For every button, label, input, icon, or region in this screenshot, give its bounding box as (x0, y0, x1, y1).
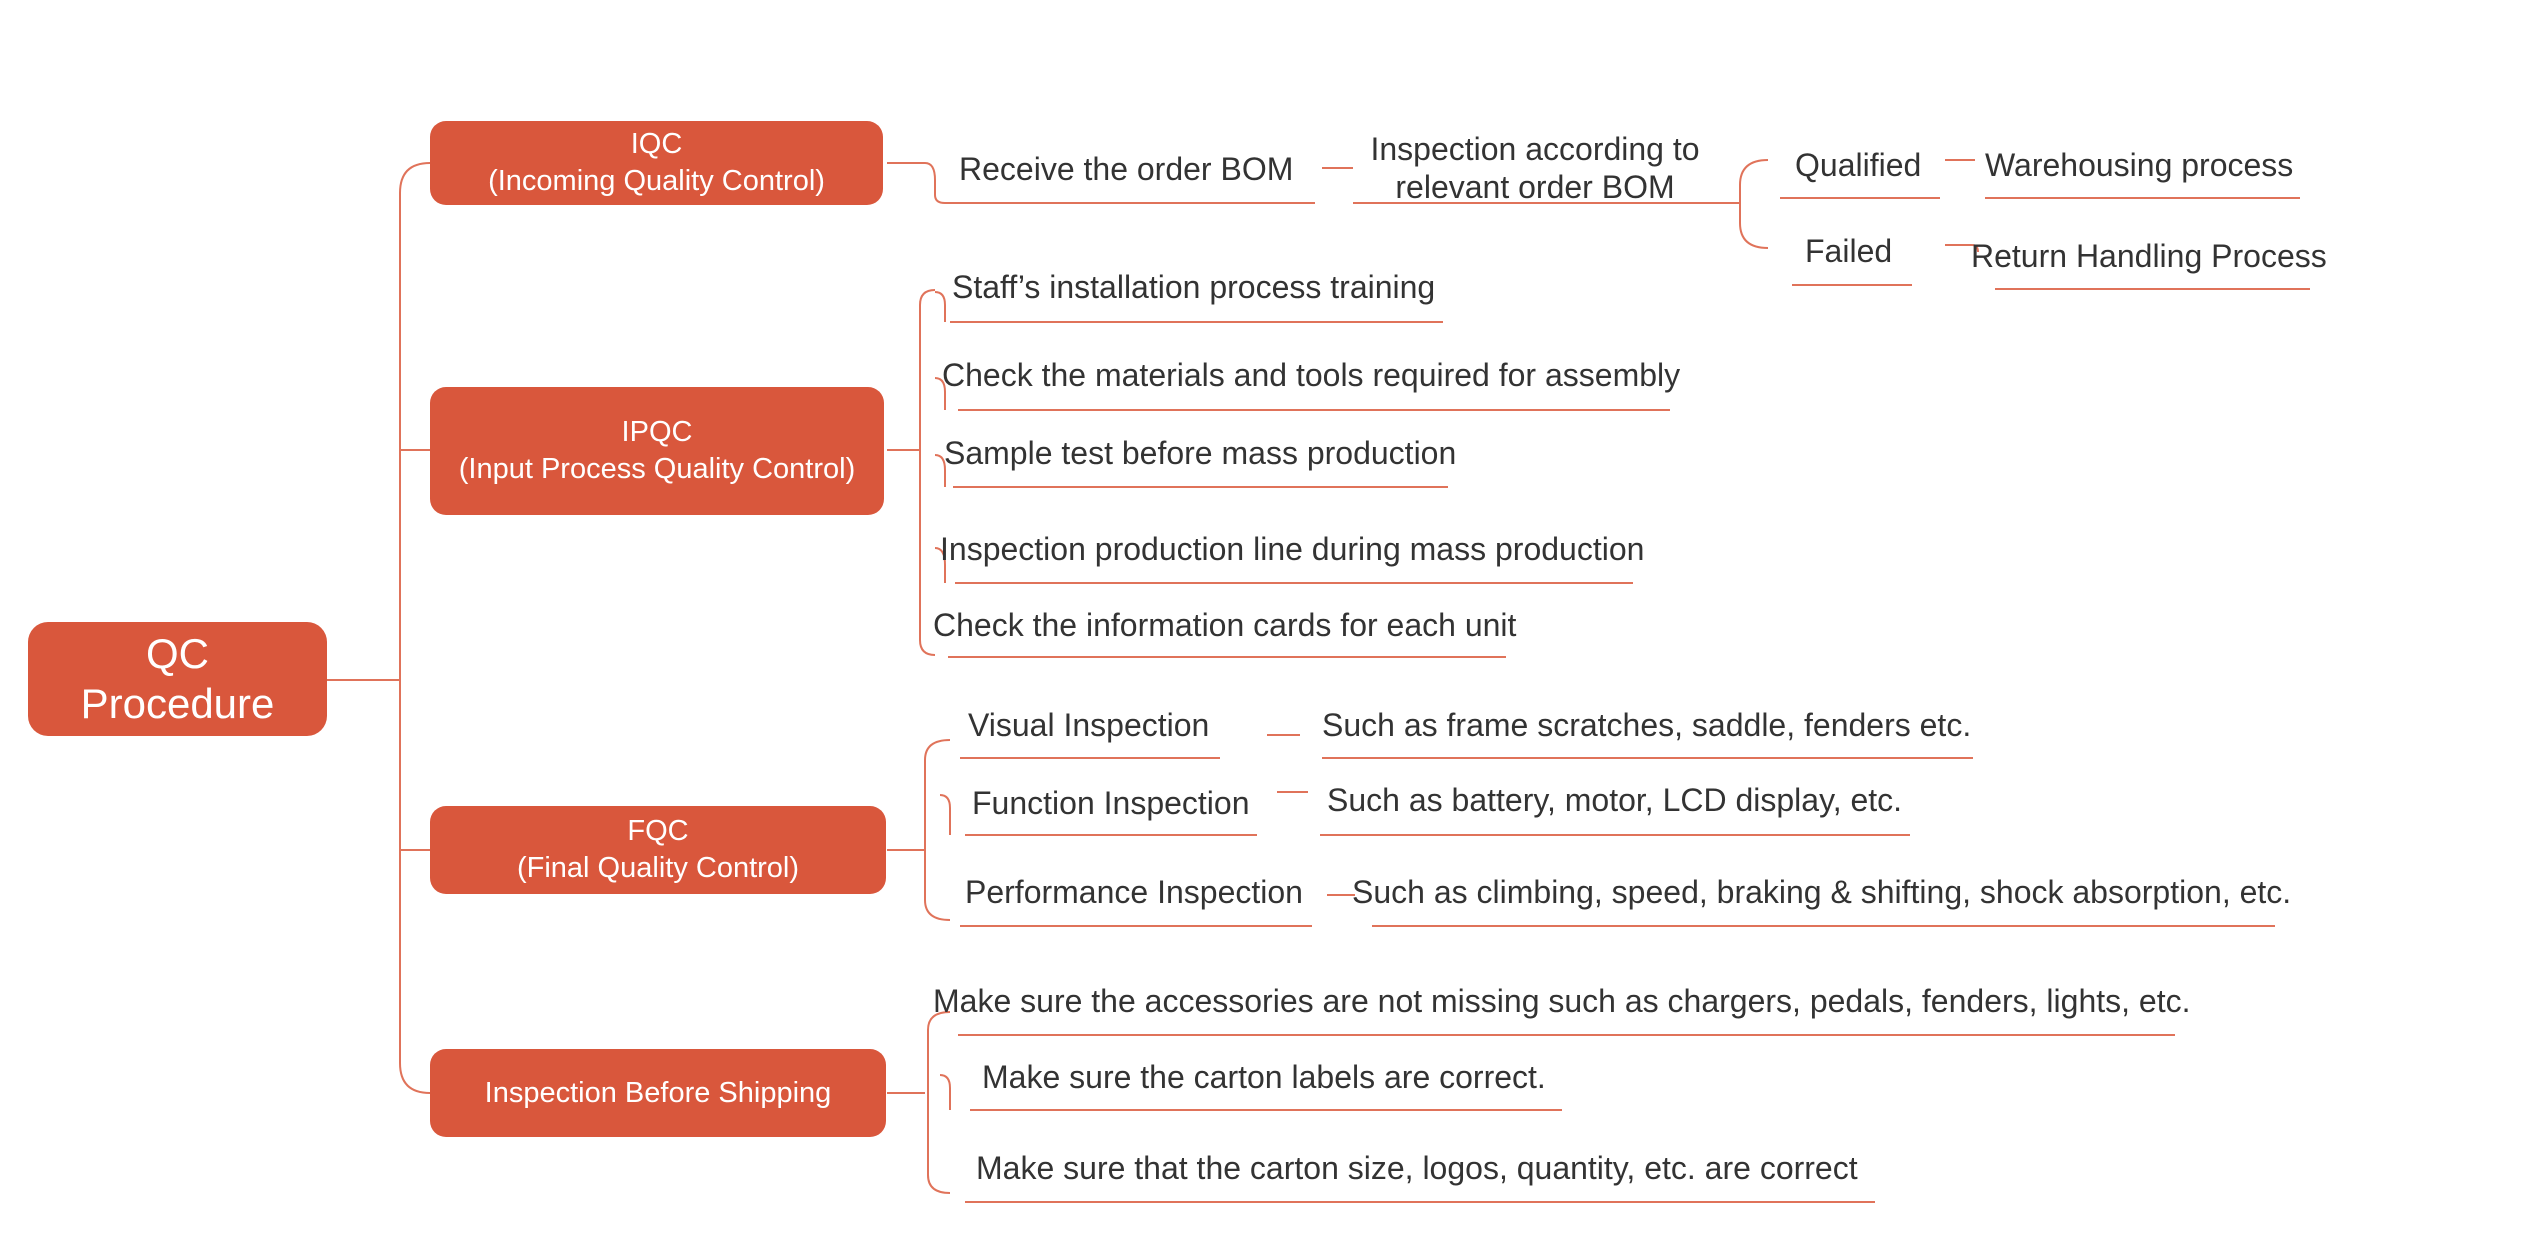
connector-fqc-bracket (887, 740, 950, 920)
iqc-inspection-line2: relevant order BOM (1395, 169, 1675, 205)
ibs-item-1[interactable]: Make sure the accessories are not missing such as chargers, pedals, fenders, lights, etc. (933, 983, 2191, 1019)
node-iqc-subtitle: (Incoming Quality Control) (488, 165, 825, 197)
node-fqc[interactable] (430, 806, 886, 894)
connector-iqc-receive (887, 163, 945, 203)
node-fqc-title: FQC (627, 815, 689, 847)
iqc-return-handling[interactable]: Return Handling Process (1971, 238, 2327, 274)
iqc-warehousing[interactable]: Warehousing process (1985, 147, 2294, 183)
connector-trunk (400, 163, 430, 1093)
node-iqc[interactable] (430, 121, 883, 205)
node-ipqc-title: IPQC (621, 416, 693, 448)
ipqc-item-5[interactable]: Check the information cards for each unit (933, 607, 1517, 643)
root-title-line1: QC (146, 630, 209, 677)
root-node[interactable] (28, 622, 327, 736)
node-ipqc-subtitle: (Input Process Quality Control) (458, 453, 856, 485)
ipqc-item-1[interactable]: Staff’s installation process training (952, 269, 1436, 305)
connector-ibs-bracket (887, 1012, 950, 1193)
fqc-visual-detail[interactable]: Such as frame scratches, saddle, fenders etc. (1322, 707, 1972, 743)
ipqc-item-3[interactable]: Sample test before mass production (944, 435, 1457, 471)
node-fqc-subtitle: (Final Quality Control) (516, 852, 800, 884)
node-ibs-title: Inspection Before Shipping (484, 1076, 832, 1109)
connector-fqc-2 (940, 795, 950, 835)
node-iqc-title: IQC (630, 128, 683, 160)
fqc-function-detail[interactable]: Such as battery, motor, LCD display, etc. (1327, 782, 1903, 818)
iqc-inspection-line1: Inspection according to (1370, 131, 1700, 167)
ipqc-item-2[interactable]: Check the materials and tools required for assembly (942, 357, 1681, 393)
fqc-visual-inspection[interactable]: Visual Inspection (968, 707, 1210, 743)
iqc-inspection-bom[interactable] (1360, 130, 1710, 206)
connector-ipqc-bracket (887, 290, 935, 655)
connector-qualified (1740, 160, 1768, 248)
node-ibs[interactable] (430, 1049, 886, 1137)
iqc-qualified[interactable]: Qualified (1795, 147, 1922, 183)
root-title-line2: Procedure (80, 680, 275, 727)
fqc-function-inspection[interactable]: Function Inspection (972, 785, 1250, 821)
iqc-receive-bom[interactable]: Receive the order BOM (959, 151, 1294, 187)
iqc-failed[interactable]: Failed (1805, 233, 1893, 269)
ipqc-item-4[interactable]: Inspection production line during mass production (940, 531, 1645, 567)
ibs-item-3[interactable]: Make sure that the carton size, logos, quantity, etc. are correct (976, 1150, 1858, 1186)
ibs-item-2[interactable]: Make sure the carton labels are correct. (982, 1059, 1546, 1095)
connector-ibs-2 (940, 1075, 950, 1110)
node-ipqc[interactable] (430, 387, 884, 515)
connector-ipqc-1 (935, 292, 945, 322)
fqc-performance-inspection[interactable]: Performance Inspection (965, 874, 1303, 910)
fqc-performance-detail[interactable]: Such as climbing, speed, braking & shifting, shock absorption, etc. (1352, 874, 2292, 910)
